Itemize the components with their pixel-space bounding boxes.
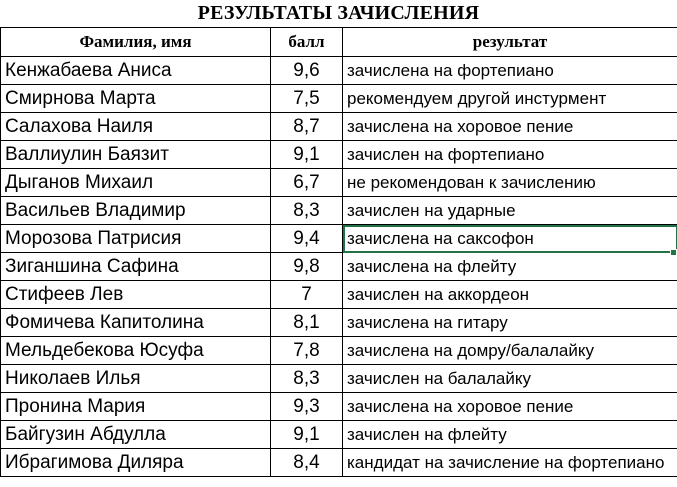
table-row xyxy=(1,113,677,141)
score-cell[interactable]: 6,7 xyxy=(271,169,343,197)
result-cell[interactable]: не рекомендован к зачислению xyxy=(343,169,677,197)
name-cell[interactable]: Стифеев Лев xyxy=(1,281,271,309)
header-row xyxy=(1,28,677,57)
result-cell[interactable]: зачислен на флейту xyxy=(343,421,677,449)
result-cell[interactable]: зачислен на балалайку xyxy=(343,365,677,393)
result-cell[interactable]: зачислена на фортепиано xyxy=(343,57,677,85)
table-row xyxy=(1,225,677,253)
table-row xyxy=(1,85,677,113)
name-cell[interactable]: Байгузин Абдулла xyxy=(1,421,271,449)
score-cell[interactable]: 9,1 xyxy=(271,141,343,169)
result-cell[interactable]: зачислена на флейту xyxy=(343,253,677,281)
score-cell[interactable]: 9,8 xyxy=(271,253,343,281)
score-cell[interactable]: 8,3 xyxy=(271,197,343,225)
name-cell[interactable]: Ибрагимова Диляра xyxy=(1,449,271,477)
result-cell[interactable]: зачислена на хоровое пение xyxy=(343,113,677,141)
result-cell[interactable]: зачислена на домру/балалайку xyxy=(343,337,677,365)
result-cell[interactable]: зачислен на аккордеон xyxy=(343,281,677,309)
table-row xyxy=(1,365,677,393)
table-row xyxy=(1,197,677,225)
score-cell[interactable]: 9,3 xyxy=(271,393,343,421)
name-cell[interactable]: Зиганшина Сафина xyxy=(1,253,271,281)
name-cell[interactable]: Дыганов Михаил xyxy=(1,169,271,197)
table-row xyxy=(1,253,677,281)
name-cell[interactable]: Морозова Патрисия xyxy=(1,225,271,253)
table-row xyxy=(1,337,677,365)
score-cell[interactable]: 9,1 xyxy=(271,421,343,449)
result-cell[interactable]: кандидат на зачисление на фортепиано xyxy=(343,449,677,477)
name-cell[interactable]: Васильев Владимир xyxy=(1,197,271,225)
name-cell[interactable]: Николаев Илья xyxy=(1,365,271,393)
score-cell[interactable]: 7 xyxy=(271,281,343,309)
name-cell[interactable]: Кенжабаева Аниса xyxy=(1,57,271,85)
result-cell[interactable]: рекомендуем другой инстурмент xyxy=(343,85,677,113)
score-cell[interactable]: 8,1 xyxy=(271,309,343,337)
score-cell[interactable]: 8,3 xyxy=(271,365,343,393)
name-cell[interactable]: Салахова Наиля xyxy=(1,113,271,141)
table-row xyxy=(1,421,677,449)
results-table xyxy=(0,27,677,477)
header-name[interactable]: Фамилия, имя xyxy=(1,28,271,57)
table-row xyxy=(1,57,677,85)
name-cell[interactable]: Валлиулин Баязит xyxy=(1,141,271,169)
score-cell[interactable]: 8,7 xyxy=(271,113,343,141)
score-cell[interactable]: 8,4 xyxy=(271,449,343,477)
selected-cell[interactable]: зачислена на саксофон xyxy=(343,225,677,253)
name-cell[interactable]: Мельдебекова Юсуфа xyxy=(1,337,271,365)
score-cell[interactable]: 7,8 xyxy=(271,337,343,365)
header-result[interactable]: результат xyxy=(343,28,677,57)
table-row xyxy=(1,393,677,421)
header-score[interactable]: балл xyxy=(271,28,343,57)
score-cell[interactable]: 9,6 xyxy=(271,57,343,85)
table-row xyxy=(1,281,677,309)
name-cell[interactable]: Фомичева Капитолина xyxy=(1,309,271,337)
table-row xyxy=(1,449,677,477)
result-cell[interactable]: зачислена на гитару xyxy=(343,309,677,337)
sheet-title: РЕЗУЛЬТАТЫ ЗАЧИСЛЕНИЯ xyxy=(197,2,480,24)
score-cell[interactable]: 7,5 xyxy=(271,85,343,113)
table-row xyxy=(1,141,677,169)
name-cell[interactable]: Пронина Мария xyxy=(1,393,271,421)
score-cell[interactable]: 9,4 xyxy=(271,225,343,253)
name-cell[interactable]: Смирнова Марта xyxy=(1,85,271,113)
result-cell[interactable]: зачислен на ударные xyxy=(343,197,677,225)
result-cell[interactable]: зачислена на хоровое пение xyxy=(343,393,677,421)
table-row xyxy=(1,169,677,197)
result-cell[interactable]: зачислен на фортепиано xyxy=(343,141,677,169)
table-row xyxy=(1,309,677,337)
fill-handle[interactable] xyxy=(670,249,677,256)
